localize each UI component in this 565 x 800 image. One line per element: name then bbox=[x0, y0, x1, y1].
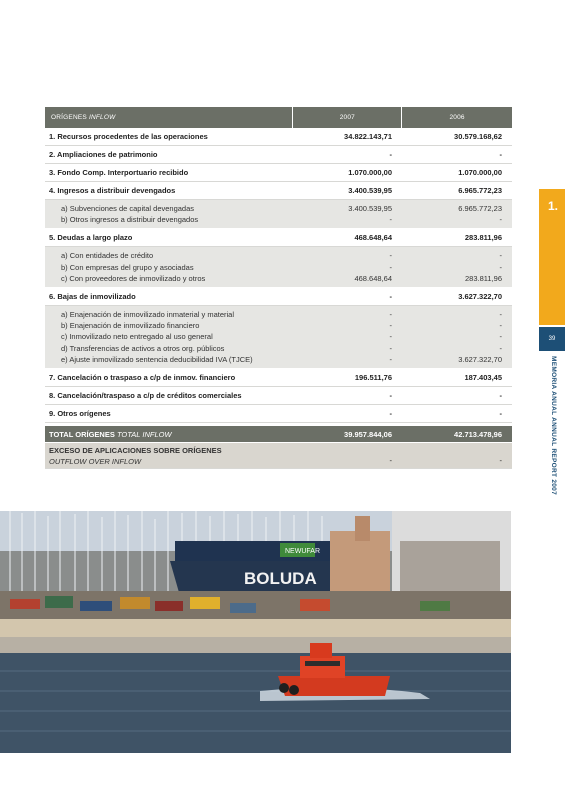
value-2006: - bbox=[499, 150, 502, 159]
value-2007: - bbox=[389, 391, 392, 401]
table-row bbox=[45, 229, 512, 247]
exceso-label: EXCESO DE APLICACIONES SOBRE ORÍGENES bbox=[49, 446, 222, 456]
value-2006: - bbox=[499, 409, 502, 419]
value-2006: 3.627.322,70 bbox=[458, 292, 502, 302]
sub-value-2007: 468.648,64 bbox=[354, 273, 392, 283]
total-label-en: TOTAL INFLOW bbox=[116, 429, 172, 439]
chapter-number: 1. bbox=[548, 199, 559, 213]
row-label: 1. Recursos procedentes de las operaciones bbox=[49, 132, 208, 141]
row-label: 4. Ingresos a distribuir devengados bbox=[49, 186, 176, 195]
sub-value-2006: 283.811,96 bbox=[465, 273, 502, 283]
value-2007: - bbox=[389, 150, 392, 159]
sub-value-2007: - bbox=[389, 251, 392, 261]
table-row bbox=[45, 405, 512, 423]
row-label: 2. Ampliaciones de patrimonio bbox=[49, 150, 158, 159]
sub-row-label: c) Con proveedores de inmovilizado y otros bbox=[61, 273, 206, 283]
sub-rows-group bbox=[45, 247, 512, 288]
header-label-en: INFLOW bbox=[88, 114, 116, 121]
page-number: 39 bbox=[539, 327, 565, 351]
header-label: ORÍGENES bbox=[51, 114, 87, 121]
header-year-2006: 2006 bbox=[449, 114, 465, 121]
sub-value-2006: 6.965.772,23 bbox=[458, 204, 502, 213]
value-2007: 196.511,76 bbox=[354, 373, 392, 383]
report-title-vertical: MEMORIA ANUAL ANNUAL REPORT 2007 bbox=[550, 356, 557, 496]
row-label: 7. Cancelación o traspaso a c/p de inmov. financiero bbox=[49, 373, 236, 383]
sub-value-2006: - bbox=[499, 321, 502, 331]
sub-value-2007: - bbox=[389, 262, 392, 272]
value-2006: 283.811,96 bbox=[464, 233, 502, 243]
sub-value-2007: - bbox=[389, 332, 392, 342]
sub-row-label: d) Transferencias de activos a otros org. públicos bbox=[61, 343, 225, 353]
sub-value-2007: - bbox=[389, 321, 392, 331]
total-value-2007: 39.957.844,06 bbox=[344, 429, 392, 439]
exceso-value-2006: - bbox=[499, 456, 502, 466]
container-text: NEWUFAR bbox=[285, 548, 320, 555]
value-2007: - bbox=[389, 409, 392, 419]
exceso-row bbox=[45, 443, 512, 469]
sub-row-label: c) Inmovilizado neto entregado al uso general bbox=[61, 332, 213, 342]
chapter-tab bbox=[539, 189, 565, 325]
sub-rows-group bbox=[45, 200, 512, 229]
value-2006: 30.579.168,62 bbox=[454, 132, 502, 141]
sub-row-label: e) Ajuste inmovilizado sentencia deducibilidad IVA (TJCE) bbox=[61, 354, 253, 364]
port-photo bbox=[0, 511, 511, 753]
value-2006: - bbox=[499, 391, 502, 401]
sub-value-2006: - bbox=[499, 310, 502, 320]
total-label: TOTAL ORÍGENES bbox=[49, 429, 115, 439]
value-2006: 6.965.772,23 bbox=[458, 186, 502, 195]
sub-value-2007: - bbox=[389, 354, 392, 364]
row-label: 9. Otros orígenes bbox=[49, 409, 111, 419]
row-label: 3. Fondo Comp. Interportuario recibido bbox=[49, 168, 189, 177]
total-value-2006: 42.713.478,96 bbox=[454, 429, 502, 439]
header-year-2007: 2007 bbox=[293, 107, 402, 128]
row-label: 8. Cancelación/traspaso a c/p de créditos comerciales bbox=[49, 391, 242, 401]
table-row bbox=[45, 387, 512, 405]
sub-value-2006: 3.627.322,70 bbox=[458, 354, 502, 364]
table-row bbox=[45, 128, 512, 146]
ship-text: BOLUDA bbox=[244, 569, 317, 588]
sub-row-label: b) Con empresas del grupo y asociadas bbox=[61, 262, 194, 272]
table-header bbox=[45, 107, 512, 128]
table-row bbox=[45, 288, 512, 306]
row-label: 6. Bajas de inmovilizado bbox=[49, 292, 136, 302]
table-row bbox=[45, 369, 512, 387]
inflow-table bbox=[45, 107, 512, 469]
sub-value-2006: - bbox=[499, 343, 502, 353]
value-2006: 1.070.000,00 bbox=[458, 168, 502, 177]
sub-value-2007: - bbox=[389, 310, 392, 320]
value-2007: 34.822.143,71 bbox=[344, 132, 392, 141]
table-row bbox=[45, 146, 512, 164]
sub-value-2006: - bbox=[499, 215, 502, 225]
sub-row-label: a) Enajenación de inmovilizado inmaterial y material bbox=[61, 310, 235, 320]
value-2006: 187.403,45 bbox=[464, 373, 502, 383]
value-2007: - bbox=[389, 292, 392, 302]
sub-row-label: a) Con entidades de crédito bbox=[61, 251, 154, 261]
value-2007: 3.400.539,95 bbox=[348, 186, 392, 195]
sub-value-2006: - bbox=[499, 262, 502, 272]
sub-value-2007: - bbox=[389, 215, 392, 225]
value-2007: 1.070.000,00 bbox=[348, 168, 392, 177]
sub-rows-group bbox=[45, 306, 512, 369]
table-row bbox=[45, 182, 512, 200]
total-row bbox=[45, 426, 512, 443]
value-2007: 468.648,64 bbox=[354, 233, 392, 243]
sub-row-label: b) Enajenación de inmovilizado financiero bbox=[61, 321, 200, 331]
sub-row-label: b) Otros ingresos a distribuir devengados bbox=[61, 215, 199, 225]
sub-value-2007: - bbox=[389, 343, 392, 353]
sub-value-2006: - bbox=[499, 251, 502, 261]
table-row bbox=[45, 164, 512, 182]
sub-row-label: a) Subvenciones de capital devengadas bbox=[61, 204, 195, 213]
sub-value-2007: 3.400.539,95 bbox=[348, 204, 392, 213]
row-label: 5. Deudas a largo plazo bbox=[49, 233, 133, 243]
exceso-value-2007: - bbox=[389, 456, 392, 466]
exceso-label-en: OUTFLOW OVER INFLOW bbox=[49, 457, 142, 467]
sub-value-2006: - bbox=[499, 332, 502, 342]
